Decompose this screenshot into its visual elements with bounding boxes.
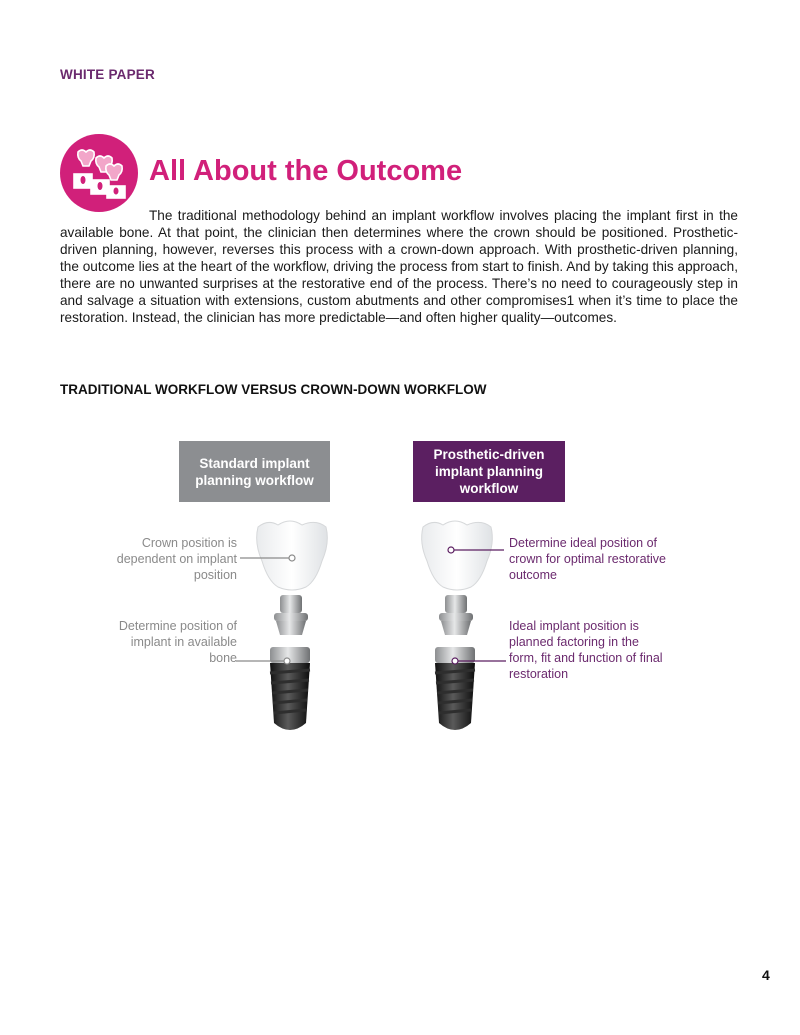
standard-implant-note: Determine position of implant in available bone bbox=[118, 619, 237, 665]
page-number: 4 bbox=[762, 967, 770, 983]
prosthetic-crown-note: Determine ideal position of crown for optimal restorative outcome bbox=[509, 536, 667, 582]
document-type-label: WHITE PAPER bbox=[60, 67, 155, 82]
prosthetic-workflow-label: Prosthetic-driven implant planning workflow bbox=[433, 447, 545, 496]
section-title: All About the Outcome bbox=[149, 155, 463, 187]
figure-heading: TRADITIONAL WORKFLOW VERSUS CROWN-DOWN WORKFLOW bbox=[60, 382, 487, 397]
standard-crown-note: Crown position is dependent on implant position bbox=[116, 536, 237, 582]
section-body: The traditional methodology behind an implant workflow involves placing the implant first in the available bone. At that point, the clinician then determines where the crown should be positioned. Prosthetic-driven planning, however, reverses this process with a crown-down approach. With prosthetic-driven planning, the outcome lies at the heart of the workflow, driving the process from start to finish. And by taking this approach, there are no unwanted surprises at the restorative end of the process. There’s no need to courageously step in and salvage a situation with extensions, custom abutments and other compromises1 when it’s time to place the restoration. Instead, the clinician has more predictable—and often higher quality—outcomes. bbox=[60, 208, 738, 325]
prosthetic-implant-note: Ideal implant position is planned factoring in the form, fit and function of final restoration bbox=[509, 619, 663, 681]
standard-workflow-label: Standard implant planning workflow bbox=[195, 455, 314, 488]
